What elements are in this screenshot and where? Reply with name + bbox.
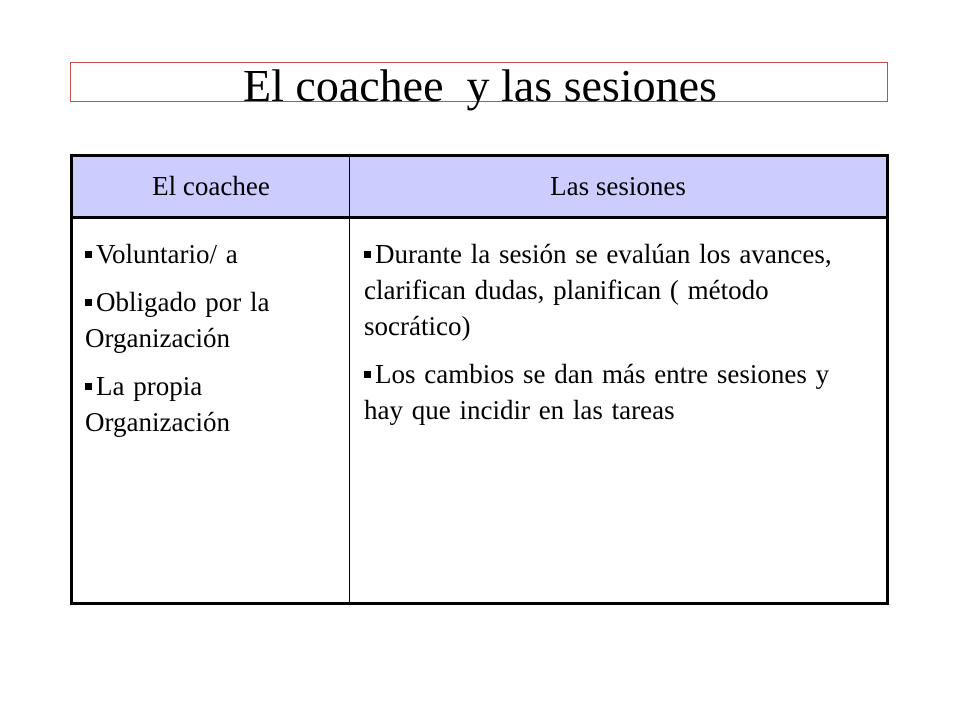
table-row: [73, 218, 886, 603]
column-header-sesiones: Las sesiones: [350, 157, 887, 218]
coachee-list: [85, 236, 335, 440]
square-bullet-icon: [85, 299, 92, 306]
list-item-text: Voluntario/ a: [96, 239, 238, 269]
list-item-text: La propia Organización: [85, 371, 230, 437]
sesiones-cell: [350, 218, 887, 603]
list-item: [364, 236, 866, 344]
square-bullet-icon: [85, 383, 92, 390]
column-header-coachee: El coachee: [73, 157, 350, 218]
table-header-row: [73, 157, 886, 218]
square-bullet-icon: [364, 251, 371, 258]
list-item-text: Los cambios se dan más entre sesiones y hay que incidir en las tareas: [364, 359, 830, 425]
list-item: [85, 236, 335, 272]
square-bullet-icon: [364, 371, 371, 378]
sesiones-list: [364, 236, 866, 428]
list-item-text: Durante la sesión se evalúan los avances, clarifican dudas, planifican ( método socrático): [364, 239, 832, 341]
square-bullet-icon: [85, 251, 92, 258]
coachee-cell: [73, 218, 350, 603]
list-item: [85, 284, 335, 356]
list-item: [85, 368, 335, 440]
slide-title: El coachee y las sesiones: [243, 60, 717, 111]
list-item: [364, 356, 866, 428]
comparison-table: [70, 154, 889, 605]
list-item-text: Obligado por la Organización: [85, 287, 270, 353]
